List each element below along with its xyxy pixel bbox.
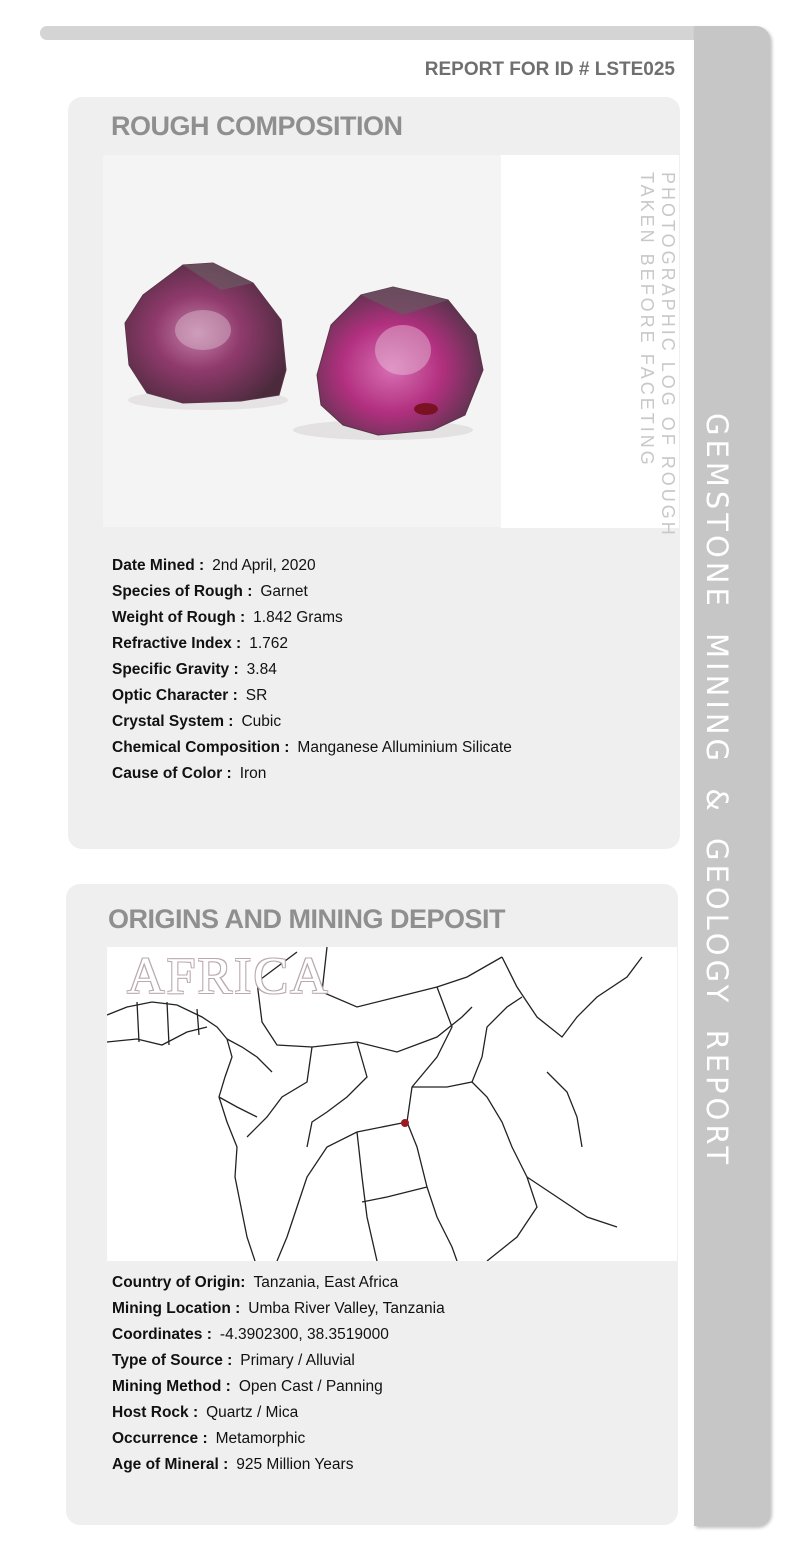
property-label: Host Rock : [112,1404,199,1421]
property-label: Coordinates : [112,1326,212,1343]
property-label: Crystal System : [112,713,234,730]
property-row [112,583,308,601]
africa-map [107,947,677,1261]
property-row [112,635,288,653]
property-value: Open Cast / Panning [238,1378,383,1395]
rough-photo [103,155,501,527]
top-decorative-bar [40,26,730,40]
property-row [112,687,267,705]
property-label: Country of Origin: [112,1274,246,1291]
property-value: Tanzania, East Africa [253,1274,399,1291]
property-label: Mining Method : [112,1378,231,1395]
property-row [112,1430,305,1448]
property-value: Garnet [260,583,308,600]
property-row [112,1456,353,1474]
property-label: Cause of Color : [112,765,232,782]
property-value: 1.762 [249,635,289,652]
property-label: Chemical Composition : [112,739,290,756]
property-value: Cubic [241,713,282,730]
property-label: Weight of Rough : [112,609,246,626]
rough-composition-title: ROUGH COMPOSITION [111,111,403,141]
property-label: Optic Character : [112,687,238,704]
property-row [112,765,266,783]
property-value: SR [245,687,268,704]
photo-caption-line-1: PHOTOGRAPHIC LOG OF ROUGH [658,172,678,538]
property-value: 3.84 [246,661,277,678]
property-label: Age of Mineral : [112,1456,229,1473]
property-row [112,1404,298,1422]
property-value: Iron [239,765,267,782]
property-label: Occurrence : [112,1430,208,1447]
property-row [112,1326,389,1344]
property-row [112,713,281,731]
property-value: -4.3902300, 38.3519000 [219,1326,389,1343]
property-value: 925 Million Years [236,1456,354,1473]
property-value: Primary / Alluvial [240,1352,355,1369]
property-value: Metamorphic [215,1430,306,1447]
property-label: Specific Gravity : [112,661,239,678]
garnet-rough-image [103,155,501,527]
property-row [112,1378,383,1396]
property-value: Quartz / Mica [206,1404,299,1421]
origins-title: ORIGINS AND MINING DEPOSIT [108,904,506,934]
photo-caption-line-2: TAKEN BEFORE FACETING [637,172,657,468]
property-value: Umba River Valley, Tanzania [248,1300,445,1317]
property-value: 2nd April, 2020 [212,557,316,574]
property-label: Type of Source : [112,1352,233,1369]
property-row [112,661,277,679]
property-label: Date Mined : [112,557,205,574]
property-row [112,739,512,757]
property-row [112,1352,355,1370]
report-id: REPORT FOR ID # LSTE025 [424,59,675,80]
property-value: Manganese Alluminium Silicate [297,739,512,756]
property-row [112,1274,398,1292]
property-label: Mining Location : [112,1300,241,1317]
report-side-title: GEMSTONE MINING & GEOLOGY REPORT [700,413,734,1169]
mining-location-marker [401,1119,409,1127]
property-row [112,1300,445,1318]
property-row [112,609,343,627]
property-row [112,557,316,575]
property-label: Refractive Index : [112,635,242,652]
property-label: Species of Rough : [112,583,253,600]
map-label: AFRICA [127,948,330,1005]
property-value: 1.842 Grams [253,609,343,626]
photo-caption [636,172,678,538]
